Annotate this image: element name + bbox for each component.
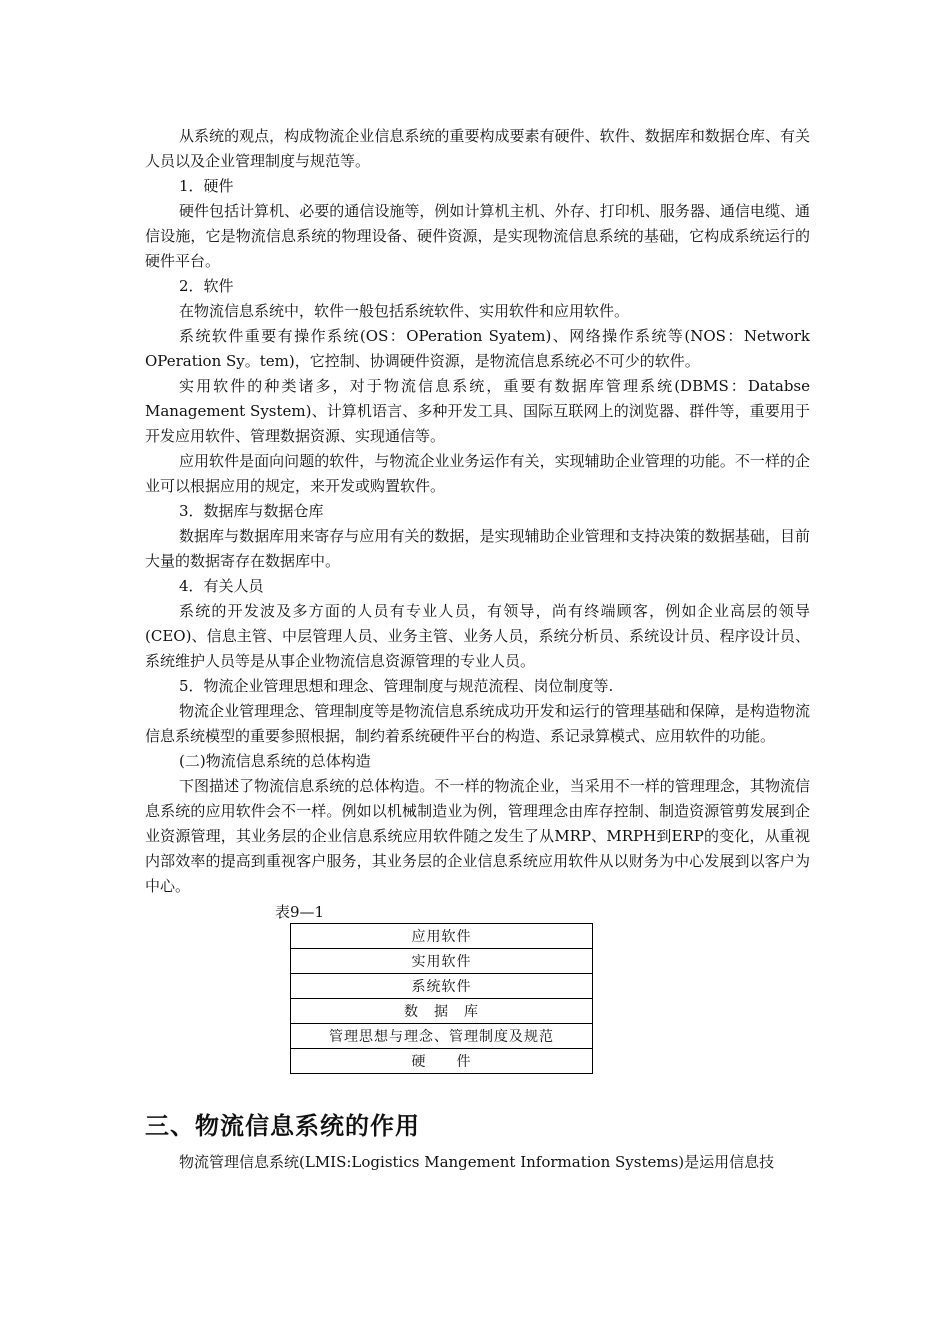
table-row — [291, 974, 593, 999]
system-layers-table — [290, 923, 593, 1074]
personnel-paragraph: 系统的开发波及多方面的人员有专业人员，有领导，尚有终端顾客，例如企业高层的领导(CEO)、信息主管、中层管理人员、业务主管、业务人员，系统分析员、系统设计员、程序设计员、系统维护人员等是从事企业物流信息资源管理的专业人员。 — [145, 602, 810, 670]
heading-database: 3．数据库与数据仓库 — [179, 502, 324, 520]
heading-hardware: 1．硬件 — [179, 177, 234, 195]
application-software-paragraph: 应用软件是面向问题的软件，与物流企业业务运作有关，实现辅助企业管理的功能。不一样的企业可以根据应用的规定，来开发或购置软件。 — [145, 452, 810, 495]
intro-paragraph: 从系统的观点，构成物流企业信息系统的重要构成要素有硬件、软件、数据库和数据仓库、有关人员以及企业管理制度与规范等。 — [145, 127, 810, 170]
utility-software-paragraph: 实用软件的种类诸多，对于物流信息系统，重要有数据库管理系统(DBMS：Databse Management System)、计算机语言、多种开发工具、国际互联网上的浏览器、群件等，重要用于开发应用软件、管理数据资源、实现通信等。 — [145, 377, 810, 445]
heading-overall-structure: (二)物流信息系统的总体构造 — [179, 752, 371, 770]
table-cell: 管理思想与理念、管理制度及规范 — [291, 1024, 593, 1049]
table-row — [291, 924, 593, 949]
software-intro-paragraph: 在物流信息系统中，软件一般包括系统软件、实用软件和应用软件。 — [179, 302, 630, 320]
table-row — [291, 1049, 593, 1074]
table-cell: 数 据 库 — [291, 999, 593, 1024]
management-paragraph: 物流企业管理理念、管理制度等是物流信息系统成功开发和运行的管理基础和保障，是构造物流信息系统模型的重要参照根据，制约着系统硬件平台的构造、系记录算模式、应用软件的功能。 — [145, 702, 810, 745]
heading-personnel: 4．有关人员 — [179, 577, 264, 595]
section-paragraph: 物流管理信息系统(LMIS:Logistics Mangement Information Systems)是运用信息技 — [179, 1153, 775, 1171]
heading-software: 2．软件 — [179, 277, 234, 295]
table-row — [291, 949, 593, 974]
table-cell: 系统软件 — [291, 974, 593, 999]
document-page — [145, 124, 810, 1175]
table-row — [291, 1024, 593, 1049]
table-cell: 实用软件 — [291, 949, 593, 974]
overall-structure-paragraph: 下图描述了物流信息系统的总体构造。不一样的物流企业，当采用不一样的管理理念，其物流信息系统的应用软件会不一样。例如以机械制造业为例，管理理念由库存控制、制造资源管剪发展到企业资源管理，其业务层的企业信息系统应用软件随之发生了从MRP、MRPH到ERP的变化，从重视内部效率的提高到重视客户服务，其业务层的企业信息系统应用软件从以财务为中心发展到以客户为中心。 — [145, 777, 810, 895]
table-row — [291, 999, 593, 1024]
heading-management: 5．物流企业管理思想和理念、管理制度与规范流程、岗位制度等. — [179, 677, 614, 695]
table-cell: 硬 件 — [291, 1049, 593, 1074]
database-paragraph: 数据库与数据库用来寄存与应用有关的数据，是实现辅助企业管理和支持决策的数据基础，目前大量的数据寄存在数据库中。 — [145, 527, 810, 570]
hardware-paragraph: 硬件包括计算机、必要的通信设施等，例如计算机主机、外存、打印机、服务器、通信电缆、通信设施，它是物流信息系统的物理设备、硬件资源，是实现物流信息系统的基础，它构成系统运行的硬件平台。 — [145, 202, 810, 270]
section-heading: 三、物流信息系统的作用 — [145, 1112, 420, 1140]
table-caption: 表9—1 — [275, 903, 325, 921]
table-cell: 应用软件 — [291, 924, 593, 949]
system-software-paragraph: 系统软件重要有操作系统(OS：OPeration Syatem)、网络操作系统等(NOS：Network OPeration Sy。tem)，它控制、协调硬件资源，是物流信息系统必不可少的软件。 — [145, 327, 810, 370]
